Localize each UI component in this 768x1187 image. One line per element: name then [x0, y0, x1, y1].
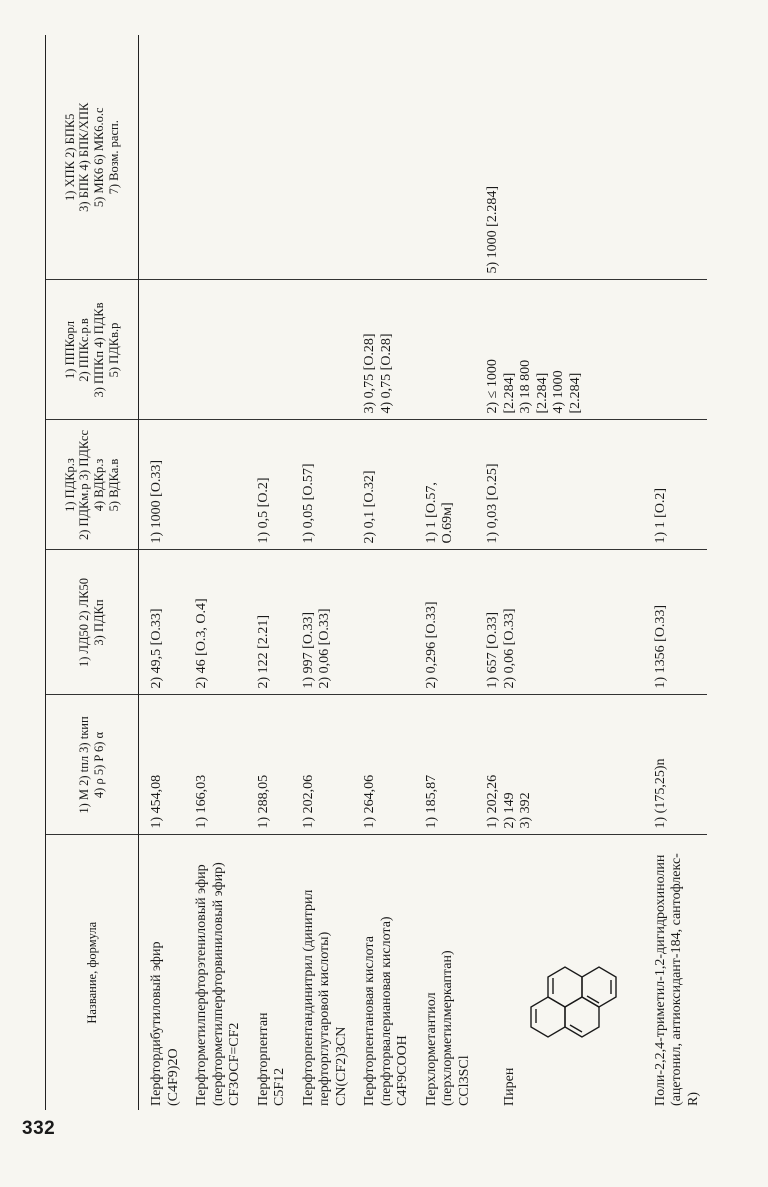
cell-physical: 1) 185,87 [417, 695, 479, 835]
cell-lethal: 1) 997 [O.33] 2) 0,06 [O.33] [294, 550, 356, 695]
table-row [249, 35, 294, 1110]
cell-name: Перфторпентан C5F12 [255, 1012, 288, 1106]
cell-pdk-water [139, 280, 188, 420]
cell-pdk-air: 1) 0,5 [O.2] [249, 420, 294, 550]
cell-pdk-water [294, 280, 356, 420]
header-name-formula: Название, формула [46, 835, 139, 1110]
cell-physical: 1) 166,03 [187, 695, 249, 835]
header-oxygen-demand: 1) ХПК 2) БПК5 3) БПК 4) БПК/ХПК 5) МК6 6) МК6.о.с 7) Возм. расп. [46, 35, 139, 280]
cell-pdk-water [646, 280, 708, 420]
cell-oxygen [294, 35, 356, 280]
cell-pdk-air: 2) 0,1 [O.32] [355, 420, 417, 550]
table-row [417, 35, 479, 1110]
page-number: 332 [22, 1118, 56, 1139]
cell-lethal: 2) 49,5 [O.33] [139, 550, 188, 695]
cell-pdk-water: 3) 0,75 [O.28] 4) 0,75 [O.28] [355, 280, 417, 420]
table-row [355, 35, 417, 1110]
pyrene-structure-icon [524, 940, 624, 1058]
cell-name: Поли-2,2,4-триметил-1,2-дигидрохинолин (ацетонил, антиоксидант-184, сантофлекс-R) [652, 853, 701, 1106]
cell-physical: 1) 202,06 [294, 695, 356, 835]
cell-oxygen: 5) 1000 [2.284] [478, 35, 646, 280]
cell-name: Перхлорметантиол (перхлорметилмеркаптан) CCl3SCl [423, 950, 472, 1106]
cell-physical: 1) 264,06 [355, 695, 417, 835]
header-pdk-air: 1) ПДКр.з 2) ПДКм.р 3) ПДКсс 4) ВДКр.з 5) ВДКа.в [46, 420, 139, 550]
rotated-table-container [45, 35, 705, 1110]
table-row [646, 35, 708, 1110]
cell-pdk-water [187, 280, 249, 420]
cell-physical: 1) 288,05 [249, 695, 294, 835]
table-row [139, 35, 188, 1110]
cell-name-pyrene [478, 835, 646, 1110]
cell-physical: 1) 454,08 [139, 695, 188, 835]
toxicity-table [45, 35, 707, 1110]
cell-lethal: 2) 122 [2.21] [249, 550, 294, 695]
header-physical-props: 1) M 2) tпл 3) tкип 4) ρ 5) P 6) α [46, 695, 139, 835]
cell-pdk-air: 1) 1 [O.2] [646, 420, 708, 550]
cell-name: Перфторпентандинитрил (динитрил перфторглутаровой кислоты) CN(CF2)3CN [300, 889, 349, 1106]
header-lethal-doses: 1) ЛД50 2) ЛК50 3) ПДКп [46, 550, 139, 695]
cell-pdk-water: 2) ≤ 1000 [2.284] 3) 18 800 [2.284] 4) 1000 [2.284] [478, 280, 646, 420]
cell-oxygen [355, 35, 417, 280]
table-row [294, 35, 356, 1110]
cell-pdk-water [417, 280, 479, 420]
cell-pdk-air [187, 420, 249, 550]
cell-pdk-air: 1) 0,03 [O.25] [478, 420, 646, 550]
cell-oxygen [249, 35, 294, 280]
cell-pdk-air: 1) 0,05 [O.57] [294, 420, 356, 550]
cell-physical: 1) (175,25)n [646, 695, 708, 835]
cell-pdk-air: 1) 1 [O.57, O.69м] [417, 420, 479, 550]
cell-pdk-air: 1) 1000 [O.33] [139, 420, 188, 550]
cell-name: Перфторпентановая кислота (перфторвалериановая кислота) C4F9COOH [362, 916, 411, 1106]
cell-oxygen [417, 35, 479, 280]
cell-lethal: 2) 0,296 [O.33] [417, 550, 479, 695]
cell-name: Пирен [501, 1067, 517, 1106]
cell-oxygen [187, 35, 249, 280]
cell-lethal: 1) 1356 [O.33] [646, 550, 708, 695]
cell-lethal: 1) 657 [O.33] 2) 0,06 [O.33] [478, 550, 646, 695]
cell-lethal: 2) 46 [O.3, O.4] [187, 550, 249, 695]
cell-physical: 1) 202,26 2) 149 3) 392 [478, 695, 646, 835]
table-row [478, 35, 646, 1110]
cell-oxygen [139, 35, 188, 280]
cell-lethal [355, 550, 417, 695]
table-header-row [46, 35, 139, 1110]
table-row [187, 35, 249, 1110]
header-pdk-water: 1) ППКорл 2) ППКс.р.в 3) ППКп 4) ПДКв 5) ПДКв.р [46, 280, 139, 420]
cell-oxygen [646, 35, 708, 280]
cell-name: Перфтордибутиловый эфир (C4F9)2O [149, 941, 181, 1106]
cell-name: Перфторметилперфторэтениловый эфир (перфторметилперфторвиниловый эфир) CF3OCF=CF2 [194, 862, 243, 1106]
cell-pdk-water [249, 280, 294, 420]
